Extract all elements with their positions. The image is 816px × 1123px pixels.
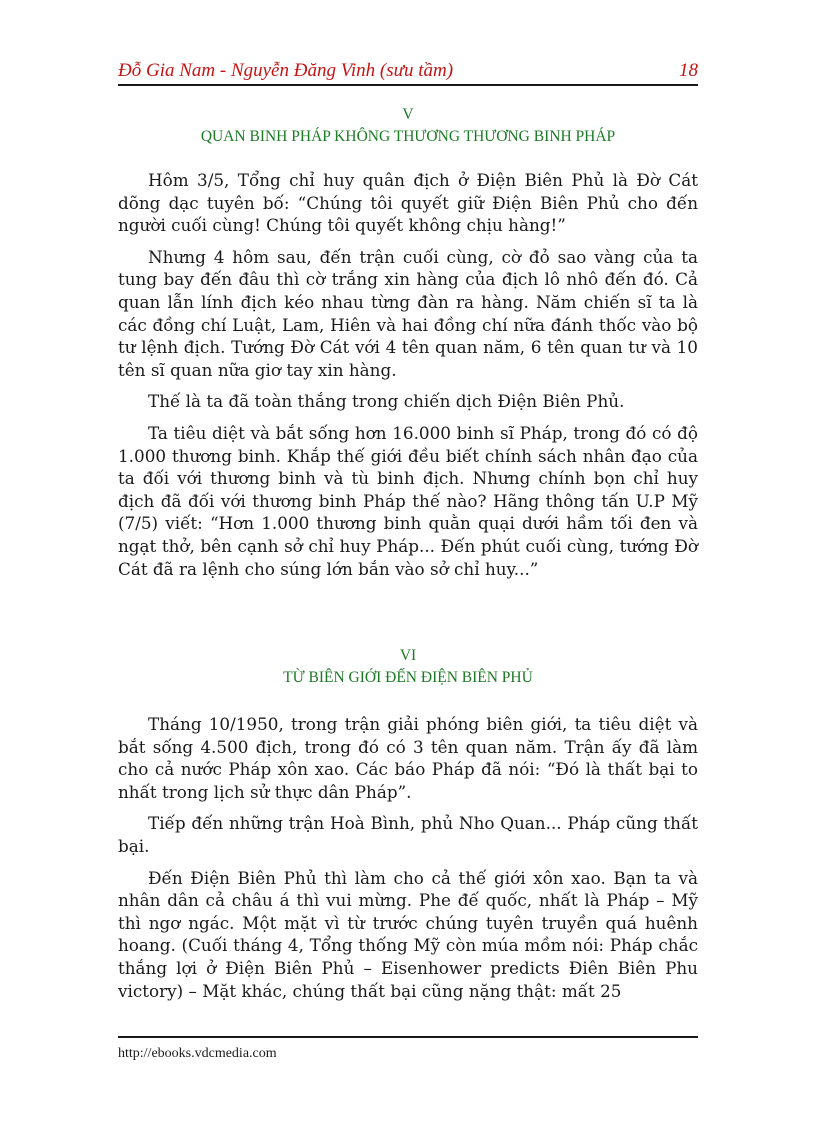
paragraph: Đến Điện Biên Phủ thì làm cho cả thế giới xôn xao. Bạn ta và nhân dân cả châu á thì vui mừng. Phe đế quốc, nhất là Pháp – Mỹ thì ngơ ngác. Một mặt vì từ trước chúng tuyên truyền quá huênh hoang. (Cuối tháng 4, Tổng thống Mỹ còn múa mồm nói: Pháp chắc thắng lợi ở Điện Biên Phủ – Eisenhower predicts Điên Biên Phu victory) – Mặt khác, chúng thất bại cũng nặng thật: mất 25 bbox=[118, 867, 698, 1001]
page-number: 18 bbox=[679, 60, 698, 81]
section-body bbox=[118, 713, 698, 1002]
section-title: QUAN BINH PHÁP KHÔNG THƯƠNG THƯƠNG BINH PHÁP bbox=[200, 128, 616, 145]
section-vi bbox=[118, 645, 698, 1011]
page-header bbox=[118, 60, 698, 86]
page-footer bbox=[118, 1036, 698, 1062]
paragraph: Ta tiêu diệt và bắt sống hơn 16.000 binh sĩ Pháp, trong đó có độ 1.000 thương binh. Khắp thế giới đều biết chính sách nhân đạo của ta đối với thương binh và tù binh địch. Nhưng chính bọn chỉ huy địch đã đối với thương binh Pháp thế nào? Hãng thông tấn U.P Mỹ (7/5) viết: “Hơn 1.000 thương binh quằn quại dưới hầm tối đen và ngạt thở, bên cạnh sở chỉ huy Pháp... Đến phút cuối cùng, tướng Đờ Cát đã ra lệnh cho súng lớn bắn vào sở chỉ huy...” bbox=[118, 422, 698, 579]
section-v bbox=[118, 104, 698, 589]
paragraph: Tiếp đến những trận Hoà Bình, phủ Nho Quan... Pháp cũng thất bại. bbox=[118, 813, 698, 856]
section-title: TỪ BIÊN GIỚI ĐẾN ĐIỆN BIÊN PHỦ bbox=[283, 669, 533, 686]
section-heading bbox=[118, 645, 698, 689]
paragraph: Tháng 10/1950, trong trận giải phóng biên giới, ta tiêu diệt và bắt sống 4.500 địch, trong đó có 3 tên quan năm. Trận ấy đã làm cho cả nước Pháp xôn xao. Các báo Pháp đã nói: “Đó là thất bại to nhất trong lịch sử thực dân Pháp”. bbox=[118, 714, 698, 802]
paragraph: Nhưng 4 hôm sau, đến trận cuối cùng, cờ đỏ sao vàng của ta tung bay đến đâu thì cờ trắng xin hàng của địch lô nhô đến đó. Cả quan lẫn lính địch kéo nhau từng đàn ra hàng. Năm chiến sĩ ta là các đồng chí Luật, Lam, Hiên và hai đồng chí nữa đánh thốc vào bộ tư lệnh địch. Tướng Đờ Cát với 4 tên quan năm, 6 tên quan tư và 10 tên sĩ quan nữa giơ tay xin hàng. bbox=[118, 246, 698, 380]
footer-url[interactable]: http://ebooks.vdcmedia.com bbox=[118, 1046, 277, 1061]
section-numeral: VI bbox=[399, 647, 417, 664]
paragraph: Hôm 3/5, Tổng chỉ huy quân địch ở Điện Biên Phủ là Đờ Cát dõng dạc tuyên bố: “Chúng tôi quyết giữ Điện Biên Phủ cho đến người cuối cùng! Chúng tôi quyết không chịu hàng!” bbox=[118, 170, 698, 236]
section-numeral: V bbox=[402, 106, 414, 123]
section-heading bbox=[118, 104, 698, 148]
header-author: Đỗ Gia Nam - Nguyễn Đăng Vinh (sưu tầm) bbox=[118, 60, 454, 81]
paragraph: Thế là ta đã toàn thắng trong chiến dịch Điện Biên Phủ. bbox=[148, 391, 625, 412]
section-body bbox=[118, 169, 698, 580]
